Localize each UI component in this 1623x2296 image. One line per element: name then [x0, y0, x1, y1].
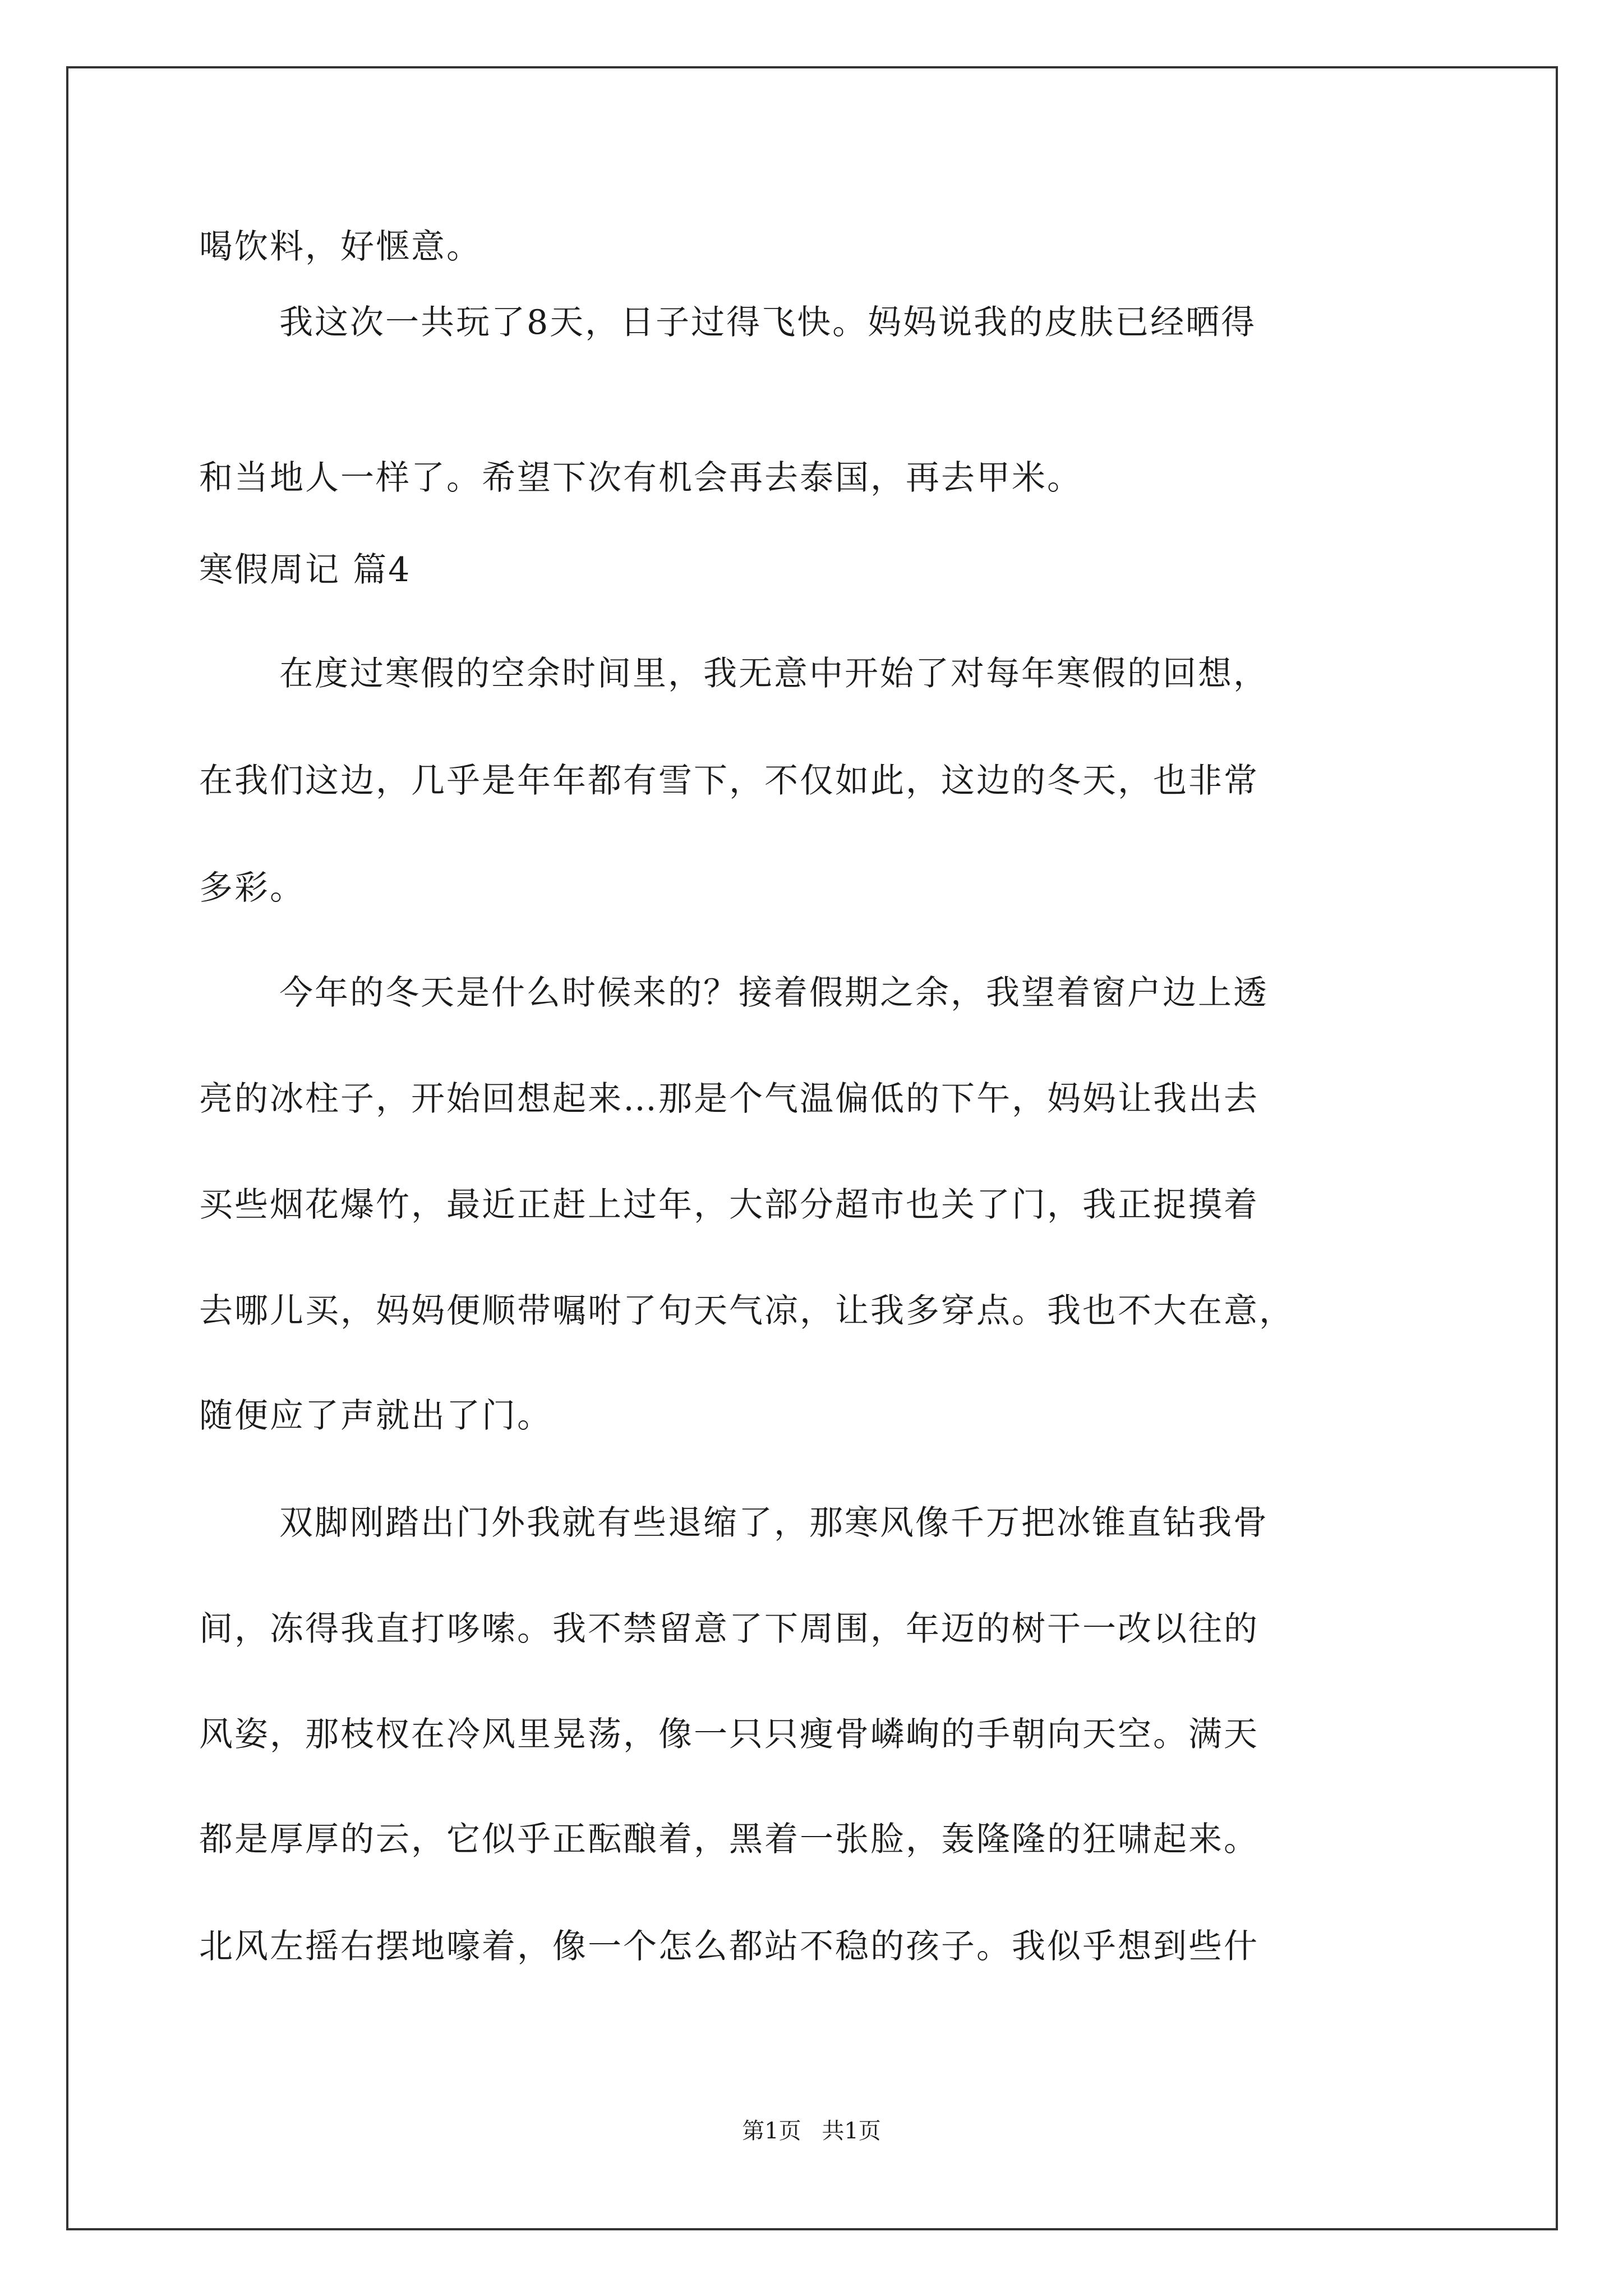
- text-line: 和当地人一样了。希望下次有机会再去泰国，再去甲米。: [199, 458, 1082, 498]
- section-heading: 寒假周记 篇4: [199, 550, 412, 590]
- paragraph-first-line: 今年的冬天是什么时候来的？接着假期之余，我望着窗户边上透: [279, 973, 1269, 1013]
- page-number: 第1页: [742, 2118, 801, 2144]
- paragraph-first-line: 我这次一共玩了8天，日子过得飞快。妈妈说我的皮肤已经晒得: [279, 303, 1257, 342]
- text-line: 都是厚厚的云，它似乎正酝酿着，黑着一张脸，轰隆隆的狂啸起来。: [199, 1820, 1259, 1859]
- text-line: 北风左摇右摆地嚎着，像一个怎么都站不稳的孩子。我似乎想到些什: [199, 1927, 1259, 1966]
- text-line: 买些烟花爆竹，最近正赶上过年，大部分超市也关了门，我正捉摸着: [199, 1185, 1259, 1225]
- page-border: [66, 66, 1558, 2230]
- text-line: 随便应了声就出了门。: [199, 1396, 552, 1435]
- text-line: 多彩。: [199, 868, 305, 908]
- text-line: 间，冻得我直打哆嗦。我不禁留意了下周围，年迈的树干一改以往的: [199, 1609, 1259, 1649]
- text-line: 喝饮料，好惬意。: [199, 227, 482, 266]
- paragraph-first-line: 双脚刚踏出门外我就有些退缩了，那寒风像千万把冰锥直钻我骨: [279, 1503, 1269, 1543]
- page-count: 共1页: [822, 2118, 881, 2144]
- text-line: 亮的冰柱子，开始回想起来…那是个气温偏低的下午，妈妈让我出去: [199, 1079, 1259, 1119]
- paragraph-first-line: 在度过寒假的空余时间里，我无意中开始了对每年寒假的回想，: [279, 654, 1269, 693]
- page-footer: [0, 2118, 1623, 2145]
- text-line: 在我们这边，几乎是年年都有雪下，不仅如此，这边的冬天，也非常: [199, 761, 1259, 800]
- text-line: 风姿，那枝杈在冷风里晃荡，像一只只瘦骨嶙峋的手朝向天空。满天: [199, 1715, 1259, 1754]
- text-line: 去哪儿买，妈妈便顺带嘱咐了句天气凉，让我多穿点。我也不大在意，: [199, 1291, 1294, 1331]
